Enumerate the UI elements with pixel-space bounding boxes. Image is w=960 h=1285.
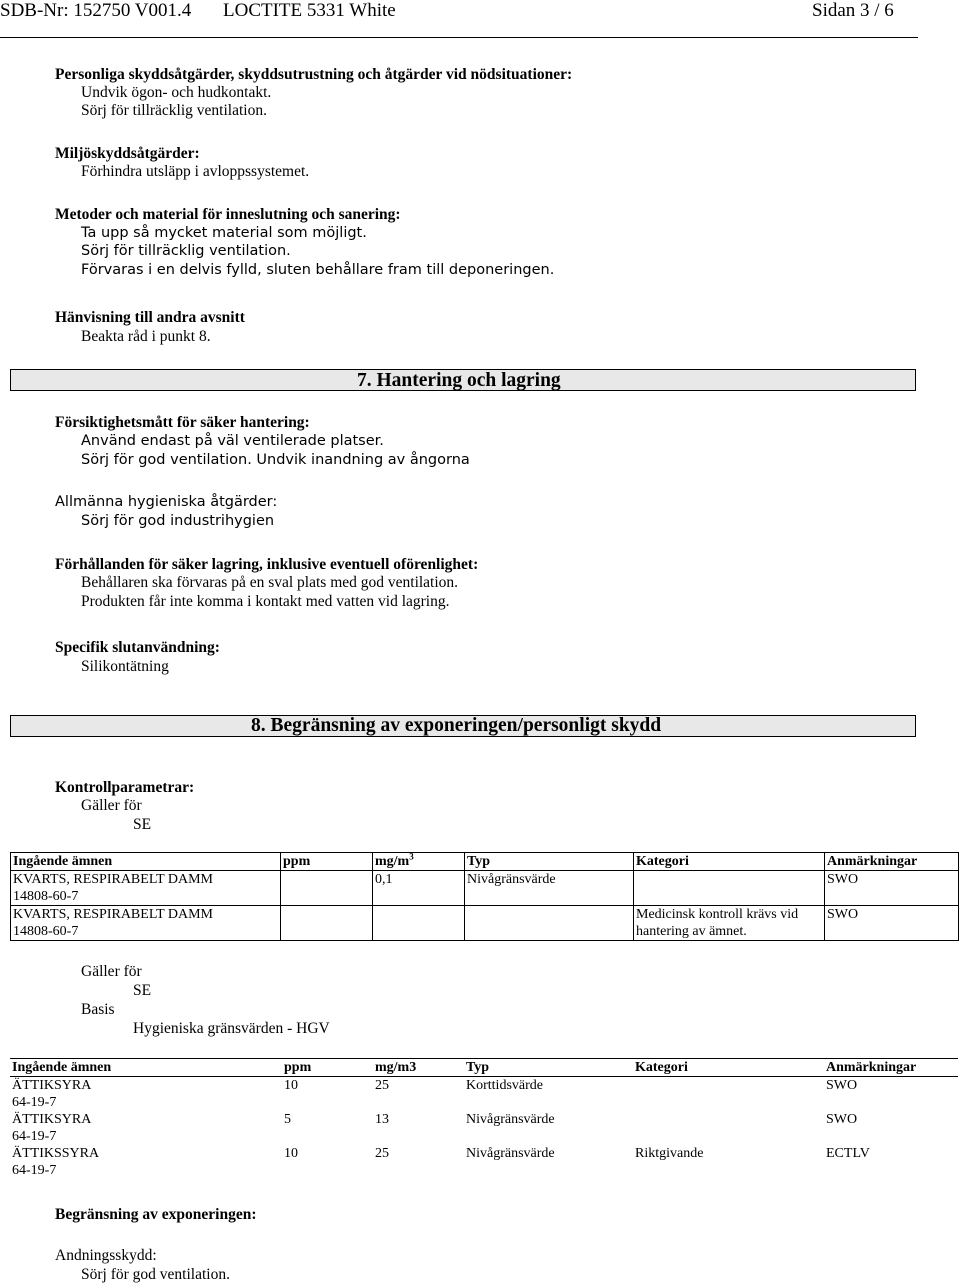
text-line: Sörj för tillräcklig ventilation. bbox=[81, 243, 291, 259]
respiratory-value: Sörj för god ventilation. bbox=[81, 1266, 230, 1283]
ppm-cell: 10 bbox=[284, 1078, 298, 1093]
text-line: Sörj för god industrihygien bbox=[81, 513, 275, 529]
cas-number: 64-19-7 bbox=[12, 1129, 57, 1144]
text-line: Sörj för tillräcklig ventilation. bbox=[81, 102, 267, 119]
exposure-limitation-heading: Begränsning av exponeringen: bbox=[55, 1206, 257, 1223]
applies-for-value: SE bbox=[133, 816, 152, 833]
category-cell: Riktgivande bbox=[635, 1146, 704, 1161]
applies-for-label-2: Gäller för bbox=[81, 963, 142, 980]
text-line: Beakta råd i punkt 8. bbox=[81, 328, 211, 345]
column-header: ppm bbox=[281, 853, 373, 871]
category-cell bbox=[634, 871, 825, 906]
table-row bbox=[11, 906, 959, 941]
text-line: Behållaren ska förvaras på en sval plats med god ventilation. bbox=[81, 574, 459, 591]
remarks-cell: ECTLV bbox=[826, 1146, 870, 1161]
cas-number: 14808-60-7 bbox=[13, 889, 79, 904]
section-7-title: 7. Hantering och lagring bbox=[357, 370, 561, 391]
remarks-cell: SWO bbox=[826, 1112, 858, 1127]
column-header: Typ bbox=[465, 853, 634, 871]
mg-cell: 25 bbox=[375, 1078, 389, 1093]
ppm-cell: 10 bbox=[284, 1146, 298, 1161]
remarks-cell: SWO bbox=[826, 1078, 858, 1093]
type-cell bbox=[465, 906, 634, 941]
column-header: Anmärkningar bbox=[824, 1059, 958, 1077]
type-cell: Korttidsvärde bbox=[466, 1078, 543, 1093]
cleanup-methods-heading: Metoder och material för inneslutning och sanering: bbox=[55, 206, 401, 223]
text-line: Sörj för god ventilation. Undvik inandning av ångorna bbox=[81, 452, 470, 468]
column-header: Ingående ämnen bbox=[11, 853, 281, 871]
handling-precautions-heading: Försiktighetsmått för säker hantering: bbox=[55, 414, 310, 431]
section-8-title: 8. Begränsning av exponeringen/personligt skydd bbox=[251, 715, 662, 736]
cas-number: 64-19-7 bbox=[12, 1163, 57, 1178]
end-use-heading: Specifik slutanvändning: bbox=[55, 639, 220, 656]
page-number: Sidan 3 / 6 bbox=[812, 0, 894, 21]
text-line: Förvaras i en delvis fylld, sluten behållare fram till deponeringen. bbox=[81, 262, 555, 278]
column-header: mg/m3 bbox=[373, 1059, 464, 1077]
applies-for-label: Gäller för bbox=[81, 797, 142, 814]
table-row bbox=[11, 871, 959, 906]
column-header: Kategori bbox=[634, 853, 825, 871]
column-header: ppm bbox=[282, 1059, 373, 1077]
basis-label: Basis bbox=[81, 1001, 115, 1018]
exposure-limits-table-2 bbox=[10, 1058, 958, 1179]
respiratory-label: Andningsskydd: bbox=[55, 1247, 157, 1264]
ppm-cell bbox=[281, 871, 373, 906]
type-cell: Nivågränsvärde bbox=[466, 1112, 555, 1127]
category-cell bbox=[633, 1077, 824, 1112]
column-header: Kategori bbox=[633, 1059, 824, 1077]
text-line: Undvik ögon- och hudkontakt. bbox=[81, 84, 272, 101]
text-line: Använd endast på väl ventilerade platser. bbox=[81, 433, 384, 449]
mg-cell bbox=[373, 906, 465, 941]
text-line: Förhindra utsläpp i avloppssystemet. bbox=[81, 163, 310, 180]
substance-name: ÄTTIKSYRA bbox=[12, 1112, 92, 1127]
table-row bbox=[10, 1145, 958, 1179]
text-line: Ta upp så mycket material som möjligt. bbox=[81, 225, 367, 241]
type-cell: Nivågränsvärde bbox=[466, 1146, 555, 1161]
cas-number: 64-19-7 bbox=[12, 1095, 57, 1110]
cas-number: 14808-60-7 bbox=[13, 924, 79, 939]
text-line: Produkten får inte komma i kontakt med vatten vid lagring. bbox=[81, 593, 450, 610]
substance-name: KVARTS, RESPIRABELT DAMM bbox=[13, 907, 214, 922]
substance-name: KVARTS, RESPIRABELT DAMM bbox=[13, 872, 214, 887]
personal-precautions-heading: Personliga skyddsåtgärder, skyddsutrustning och åtgärder vid nödsituationer: bbox=[55, 66, 573, 83]
header-rule bbox=[0, 37, 918, 38]
substance-name: ÄTTIKSYRA bbox=[12, 1078, 92, 1093]
doc-number: SDB-Nr: 152750 V001.4 bbox=[0, 0, 192, 21]
exposure-limits-table-1 bbox=[10, 852, 959, 941]
environmental-heading: Miljöskyddsåtgärder: bbox=[55, 145, 200, 162]
category-cell: Medicinsk kontroll krävs vid hantering av ämnet. bbox=[634, 906, 825, 941]
column-header: $mg/m^3$ bbox=[373, 853, 465, 871]
product-name: LOCTITE 5331 White bbox=[223, 0, 396, 21]
ppm-cell: 5 bbox=[284, 1112, 291, 1127]
substance-name: ÄTTIKSSYRA bbox=[12, 1146, 100, 1161]
remarks-cell: SWO bbox=[825, 906, 959, 941]
mg-cell: 0,1 bbox=[373, 871, 465, 906]
mg-cell: 13 bbox=[375, 1112, 389, 1127]
category-cell bbox=[633, 1111, 824, 1145]
hygiene-heading: Allmänna hygieniska åtgärder: bbox=[55, 494, 278, 510]
storage-heading: Förhållanden för säker lagring, inklusive eventuell oförenlighet: bbox=[55, 556, 479, 573]
type-cell: Nivågränsvärde bbox=[465, 871, 634, 906]
ppm-cell bbox=[281, 906, 373, 941]
column-header: Anmärkningar bbox=[825, 853, 959, 871]
basis-value: Hygieniska gränsvärden - HGV bbox=[133, 1020, 330, 1037]
column-header: Ingående ämnen bbox=[10, 1059, 282, 1077]
table-row bbox=[10, 1111, 958, 1145]
remarks-cell: SWO bbox=[825, 871, 959, 906]
control-parameters-heading: Kontrollparametrar: bbox=[55, 779, 195, 796]
text-line: Silikontätning bbox=[81, 658, 169, 675]
applies-for-value-2: SE bbox=[133, 982, 152, 999]
mg-cell: 25 bbox=[375, 1146, 389, 1161]
table-row bbox=[10, 1077, 958, 1112]
reference-heading: Hänvisning till andra avsnitt bbox=[55, 309, 245, 326]
column-header: Typ bbox=[464, 1059, 633, 1077]
